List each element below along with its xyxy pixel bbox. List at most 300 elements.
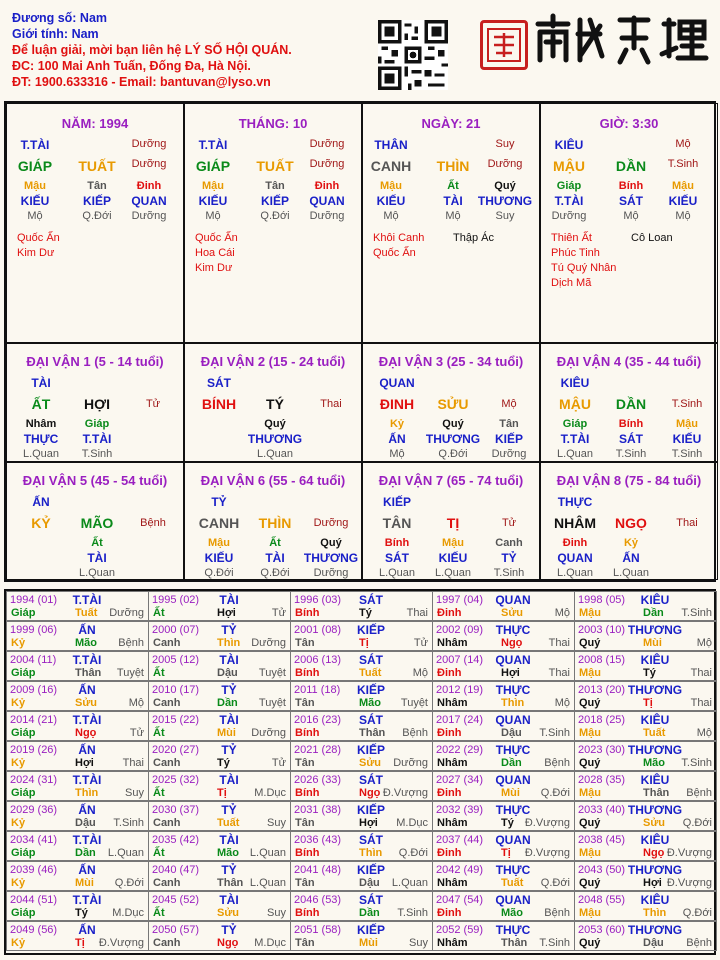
ten-god: KIẾP [356, 683, 386, 697]
ten-god: SÁT [359, 713, 383, 727]
ten-god: TỶ [221, 683, 237, 697]
hidden-stem: Tân [499, 418, 519, 430]
hidden-state: T.Sinh [81, 448, 113, 460]
ten-god: QUAN [379, 376, 415, 390]
branch: Thân [75, 667, 102, 679]
state: Dưỡng [309, 138, 345, 150]
ten-god: SÁT [207, 376, 231, 390]
year-cell [290, 801, 433, 831]
hidden-state: L.Quan [256, 448, 294, 460]
state: Đ.Vượng [524, 847, 570, 859]
hidden-god: SÁT [385, 551, 409, 565]
stem: Canh [153, 637, 181, 649]
branch: Mùi [217, 727, 236, 739]
hidden-god: KIẾU [376, 194, 406, 208]
star-name: Quốc Ấn [373, 247, 416, 259]
state: L.Quan [391, 877, 428, 889]
branch: Tị [643, 697, 653, 709]
stem: Bính [295, 907, 320, 919]
yearly-luck-table [4, 589, 716, 955]
state: Mộ [412, 667, 428, 679]
stem: Canh [153, 877, 181, 889]
year-label: 2009 (16) [10, 684, 58, 696]
year-cell [290, 651, 433, 681]
stem: Quý [579, 877, 601, 889]
hidden-state: Mộ [675, 210, 691, 222]
hidden-god: T.TÀI [560, 432, 590, 446]
state: Dưỡng [109, 607, 144, 619]
star-name: Quốc Ấn [195, 232, 238, 244]
hidden-god: QUAN [309, 194, 345, 208]
branch: THÌN [258, 515, 292, 531]
year-cell [6, 591, 149, 621]
year-label: 2019 (26) [10, 744, 58, 756]
state: Tử [413, 637, 428, 649]
hidden-god: TÀI [443, 194, 463, 208]
stem: KỶ [31, 515, 51, 531]
hidden-stem: Quý [442, 418, 464, 430]
year-label: 2003 (10) [578, 624, 626, 636]
ten-god: TÀI [219, 653, 239, 667]
stem: Ất [153, 787, 165, 799]
ten-god: SÁT [359, 833, 383, 847]
ten-god: TỶ [221, 863, 237, 877]
stem: Tân [295, 937, 315, 949]
ten-god: T.TÀI [72, 653, 102, 667]
pillar-title: GIỜ: 3:30 [599, 116, 659, 131]
state: Bệnh [544, 757, 570, 769]
year-cell [432, 861, 575, 891]
hidden-god: TÀI [265, 551, 285, 565]
ten-god: THỰC [495, 863, 531, 877]
branch: Tị [75, 937, 85, 949]
hidden-stem: Đinh [562, 537, 588, 549]
dai-van-cell [184, 462, 362, 580]
state: Suy [267, 907, 286, 919]
year-cell [6, 741, 149, 771]
year-cell [432, 771, 575, 801]
hidden-stem: Bính [618, 180, 644, 192]
ten-god: ẤN [78, 683, 96, 697]
year-label: 1994 (01) [10, 594, 58, 606]
stem: Đinh [437, 907, 462, 919]
stem: Ất [153, 907, 165, 919]
year-cell [290, 711, 433, 741]
ten-god: T.TÀI [72, 773, 102, 787]
branch: Ngọ [75, 727, 97, 739]
logo-text [530, 10, 710, 80]
state: Mộ [501, 398, 517, 410]
year-cell [6, 891, 149, 921]
hidden-state: L.Quan [434, 567, 472, 579]
branch: Hợi [75, 757, 94, 769]
hidden-state: Mộ [445, 210, 461, 222]
state: Đ.Vượng [382, 787, 428, 799]
hidden-god: KIẾP [494, 432, 524, 446]
ten-god: KIẾP [356, 923, 386, 937]
ten-god: KIÊU [560, 376, 590, 390]
branch: Thìn [643, 907, 667, 919]
state: Q.Đới [540, 877, 570, 889]
year-label: 2048 (55) [578, 894, 626, 906]
hidden-stem: Mậu [24, 180, 46, 192]
stem-branch: CANH [370, 158, 412, 174]
hidden-god: ẤN [388, 432, 406, 446]
stem: Đinh [437, 667, 462, 679]
state: T.Sinh [539, 937, 570, 949]
hidden-state: L.Quan [612, 567, 650, 579]
year-cell [6, 861, 149, 891]
hidden-god: KIẾU [20, 194, 50, 208]
stem: Bính [295, 847, 320, 859]
ten-god: KIÊU [554, 138, 584, 152]
stem: Đinh [437, 787, 462, 799]
state: Q.Đới [682, 907, 712, 919]
stem: Tân [295, 817, 315, 829]
year-label: 2050 (57) [152, 924, 200, 936]
year-label: 2000 (07) [152, 624, 200, 636]
state: Tử [271, 757, 286, 769]
dai-van-title: ĐẠI VẬN 2 (15 - 24 tuổi) [200, 354, 346, 369]
stem: Đinh [437, 607, 462, 619]
branch: Sửu [217, 907, 240, 919]
state: Bệnh [686, 787, 712, 799]
star-name: Hoa Cái [195, 247, 235, 259]
ten-god: TỶ [221, 803, 237, 817]
state: Thai [122, 757, 144, 769]
stem: Bính [295, 667, 320, 679]
star-name: Kim Dư [195, 262, 233, 274]
hidden-stem: Đinh [136, 180, 162, 192]
year-label: 2025 (32) [152, 774, 200, 786]
year-cell [574, 891, 717, 921]
ten-god: KIÊU [640, 773, 670, 787]
ten-god: THỰC [495, 743, 531, 757]
branch: Tuất [217, 817, 240, 829]
year-cell [432, 681, 575, 711]
hidden-stem: Kỷ [623, 537, 639, 549]
stem: BÍNH [201, 396, 237, 412]
stem: Quý [579, 817, 601, 829]
stem: NHÂM [554, 515, 596, 531]
ten-god: QUAN [495, 653, 531, 667]
hidden-god: KIẾU [672, 432, 702, 446]
year-cell [148, 801, 291, 831]
stem: Đinh [437, 727, 462, 739]
year-label: 2010 (17) [152, 684, 200, 696]
hidden-god: ẤN [622, 551, 640, 565]
year-cell [290, 831, 433, 861]
hidden-state: T.Sinh [615, 448, 647, 460]
state: Dưỡng [131, 138, 167, 150]
ten-god: KIẾP [356, 863, 386, 877]
branch: Sửu [75, 697, 98, 709]
branch: Tuất [501, 877, 524, 889]
year-label: 2002 (09) [436, 624, 484, 636]
ten-god: SÁT [359, 653, 383, 667]
year-cell [432, 651, 575, 681]
state: Suy [125, 787, 144, 799]
ten-god: SÁT [359, 593, 383, 607]
ten-god: TÀI [31, 376, 51, 390]
ten-god: SÁT [359, 893, 383, 907]
state: Mộ [696, 637, 712, 649]
state: T.Sinh [667, 158, 699, 170]
hidden-state: Mộ [383, 210, 399, 222]
state: T.Sinh [397, 907, 428, 919]
hidden-stem: Mậu [380, 180, 402, 192]
year-label: 2037 (44) [436, 834, 484, 846]
state: Mộ [554, 607, 570, 619]
year-label: 2013 (20) [578, 684, 626, 696]
star-name: Quốc Ấn [17, 232, 60, 244]
gioi-tinh: Giới tính: Nam [12, 27, 99, 41]
year-cell [148, 621, 291, 651]
year-label: 2044 (51) [10, 894, 58, 906]
ten-god: TÀI [219, 773, 239, 787]
ten-god: TỶ [211, 495, 227, 509]
branch: Mão [217, 847, 239, 859]
hidden-state: L.Quan [378, 567, 416, 579]
year-cell [432, 711, 575, 741]
hidden-stem: Ất [269, 537, 281, 549]
star-name: Cô Loan [631, 232, 673, 244]
hidden-state: Mộ [205, 210, 221, 222]
state: M.Dục [112, 907, 144, 919]
branch: Ngọ [359, 787, 381, 799]
state: Tuyệt [258, 667, 286, 679]
stem: TÂN [382, 515, 412, 531]
hidden-god: THƯƠNG [247, 432, 303, 446]
year-cell [290, 621, 433, 651]
year-cell [574, 621, 717, 651]
year-label: 2052 (59) [436, 924, 484, 936]
hidden-state: T.Sinh [493, 567, 525, 579]
stem: Nhâm [437, 637, 468, 649]
hidden-god: TÀI [87, 551, 107, 565]
hidden-state: Suy [495, 210, 515, 222]
year-label: 1999 (06) [10, 624, 58, 636]
stem: Quý [579, 697, 601, 709]
ten-god: QUAN [495, 833, 531, 847]
star-name: Khôi Canh [373, 232, 425, 244]
branch: Dậu [501, 727, 522, 739]
year-cell [148, 651, 291, 681]
state: Q.Đới [398, 847, 428, 859]
stem: Kỷ [11, 817, 26, 829]
year-label: 2021 (28) [294, 744, 342, 756]
year-cell [574, 921, 717, 951]
year-label: 2005 (12) [152, 654, 200, 666]
branch: Tý [501, 817, 514, 829]
state: Mộ [128, 697, 144, 709]
hidden-stem: Mậu [442, 537, 464, 549]
hidden-stem: Mậu [676, 418, 698, 430]
stem: Mậu [579, 607, 601, 619]
branch: Ngọ [643, 847, 665, 859]
branch: Dần [643, 607, 664, 619]
hidden-stem: Quý [264, 418, 286, 430]
branch: TỊ [446, 515, 460, 531]
qr-code-icon [378, 20, 448, 90]
hidden-stem: Mậu [672, 180, 694, 192]
stem: Mậu [579, 847, 601, 859]
year-cell [6, 621, 149, 651]
ten-god: TÀI [219, 893, 239, 907]
hidden-stem: Quý [320, 537, 342, 549]
branch: Dần [75, 847, 96, 859]
state: M.Dục [396, 817, 428, 829]
ten-god: ẤN [78, 743, 96, 757]
year-label: 2028 (35) [578, 774, 626, 786]
state: T.Sinh [539, 727, 570, 739]
contact-line-1: Để luận giải, mời bạn liên hệ LÝ SỐ HỘI QUÁN. [12, 43, 292, 57]
hidden-god: KIẾU [438, 551, 468, 565]
pillar-title: NGÀY: 21 [421, 116, 481, 131]
year-cell [574, 801, 717, 831]
hidden-god: THƯƠNG [477, 194, 533, 208]
branch: NGỌ [615, 515, 647, 531]
hidden-stem: Mậu [202, 180, 224, 192]
ten-god: KIẾP [356, 803, 386, 817]
year-label: 1998 (05) [578, 594, 626, 606]
hidden-state: Mộ [27, 210, 43, 222]
branch: Tị [359, 637, 369, 649]
year-cell [574, 681, 717, 711]
pillar-cell [362, 103, 540, 343]
year-label: 2011 (18) [294, 684, 341, 696]
stem: Ất [153, 667, 165, 679]
ten-god: THƯƠNG [627, 683, 683, 697]
ten-god: TÀI [219, 833, 239, 847]
state: T.Sinh [671, 398, 703, 410]
year-cell [148, 711, 291, 741]
hidden-god: KIẾU [204, 551, 234, 565]
branch: TÝ [266, 396, 284, 412]
ten-god: QUAN [495, 713, 531, 727]
year-cell [432, 591, 575, 621]
state: Suy [495, 138, 515, 150]
dai-van-title: ĐẠI VẬN 5 (45 - 54 tuổi) [22, 473, 168, 488]
hidden-state: Dưỡng [131, 210, 167, 222]
hidden-state: Q.Đới [82, 210, 112, 222]
year-label: 2034 (41) [10, 834, 58, 846]
state: Suy [409, 937, 428, 949]
state: Dưỡng [313, 517, 349, 529]
stem: Tân [295, 637, 315, 649]
hidden-state: L.Quan [556, 567, 594, 579]
state: Bệnh [140, 517, 166, 529]
branch: Dậu [75, 817, 96, 829]
hidden-state: Dưỡng [313, 567, 349, 579]
year-cell [574, 771, 717, 801]
year-label: 2018 (25) [578, 714, 626, 726]
state: Q.Đới [540, 787, 570, 799]
branch: Hợi [217, 607, 236, 619]
hidden-stem: Tân [265, 180, 285, 192]
stem: Bính [295, 787, 320, 799]
year-label: 2043 (50) [578, 864, 626, 876]
star-name: Phúc Tinh [551, 247, 600, 259]
stem: Canh [153, 697, 181, 709]
pillar-title: THÁNG: 10 [238, 116, 308, 131]
header-info [12, 10, 292, 90]
year-cell [290, 921, 433, 951]
hidden-god: KIẾP [82, 194, 112, 208]
dai-van-title: ĐẠI VẬN 8 (75 - 84 tuổi) [556, 473, 702, 488]
stem: Ất [153, 607, 165, 619]
branch: Thìn [217, 637, 241, 649]
stem: Ất [153, 847, 165, 859]
branch: Mão [501, 907, 523, 919]
state: Đ.Vượng [98, 937, 144, 949]
year-cell [432, 621, 575, 651]
stem: Tân [295, 877, 315, 889]
state: L.Quan [107, 847, 144, 859]
year-label: 2051 (58) [294, 924, 342, 936]
ten-god: KIẾP [356, 743, 386, 757]
state: Thai [548, 637, 570, 649]
branch: Ngọ [217, 937, 239, 949]
year-cell [148, 831, 291, 861]
hidden-god: THƯƠNG [303, 551, 359, 565]
state: Đ.Vượng [666, 877, 712, 889]
ten-god: KIÊU [640, 893, 670, 907]
branch: Tuất [643, 727, 666, 739]
stem: Giáp [11, 607, 36, 619]
state: Dưỡng [251, 637, 286, 649]
stem: Kỷ [11, 697, 26, 709]
branch: Tý [359, 607, 372, 619]
hidden-god: TỶ [501, 551, 517, 565]
state: Q.Đới [682, 817, 712, 829]
seal-stamp [480, 20, 528, 70]
state: Đ.Vượng [666, 847, 712, 859]
branch: Thân [359, 727, 386, 739]
year-cell [574, 741, 717, 771]
dai-van-title: ĐẠI VẬN 6 (55 - 64 tuổi) [200, 473, 346, 488]
stem: Canh [153, 817, 181, 829]
dai-van-cell [540, 343, 718, 462]
branch: Mùi [359, 937, 378, 949]
hidden-state: L.Quan [78, 567, 116, 579]
stem: ĐINH [379, 396, 415, 412]
hidden-stem: Giáp [562, 418, 588, 430]
stem: Giáp [11, 667, 36, 679]
branch: Mùi [643, 637, 662, 649]
state: Thai [690, 667, 712, 679]
ten-god: TÀI [219, 713, 239, 727]
hidden-stem: Ất [447, 180, 459, 192]
branch: Tý [643, 667, 656, 679]
ten-god: ẤN [78, 623, 96, 637]
hidden-stem: Nhâm [25, 418, 57, 430]
stem: Nhâm [437, 937, 468, 949]
ten-god: KIẾP [356, 623, 386, 637]
year-label: 2040 (47) [152, 864, 200, 876]
branch: Mùi [75, 877, 94, 889]
year-label: 2023 (30) [578, 744, 626, 756]
hidden-stem: Mậu [208, 537, 230, 549]
stem: ẤT [31, 396, 51, 412]
branch: Hợi [643, 877, 662, 889]
stem-branch: DẦN [615, 158, 647, 174]
ten-god: KIÊU [640, 593, 670, 607]
dai-van-title: ĐẠI VẬN 1 (5 - 14 tuổi) [26, 354, 164, 369]
hidden-state: L.Quan [22, 448, 60, 460]
year-label: 2026 (33) [294, 774, 342, 786]
state: Bệnh [118, 637, 144, 649]
